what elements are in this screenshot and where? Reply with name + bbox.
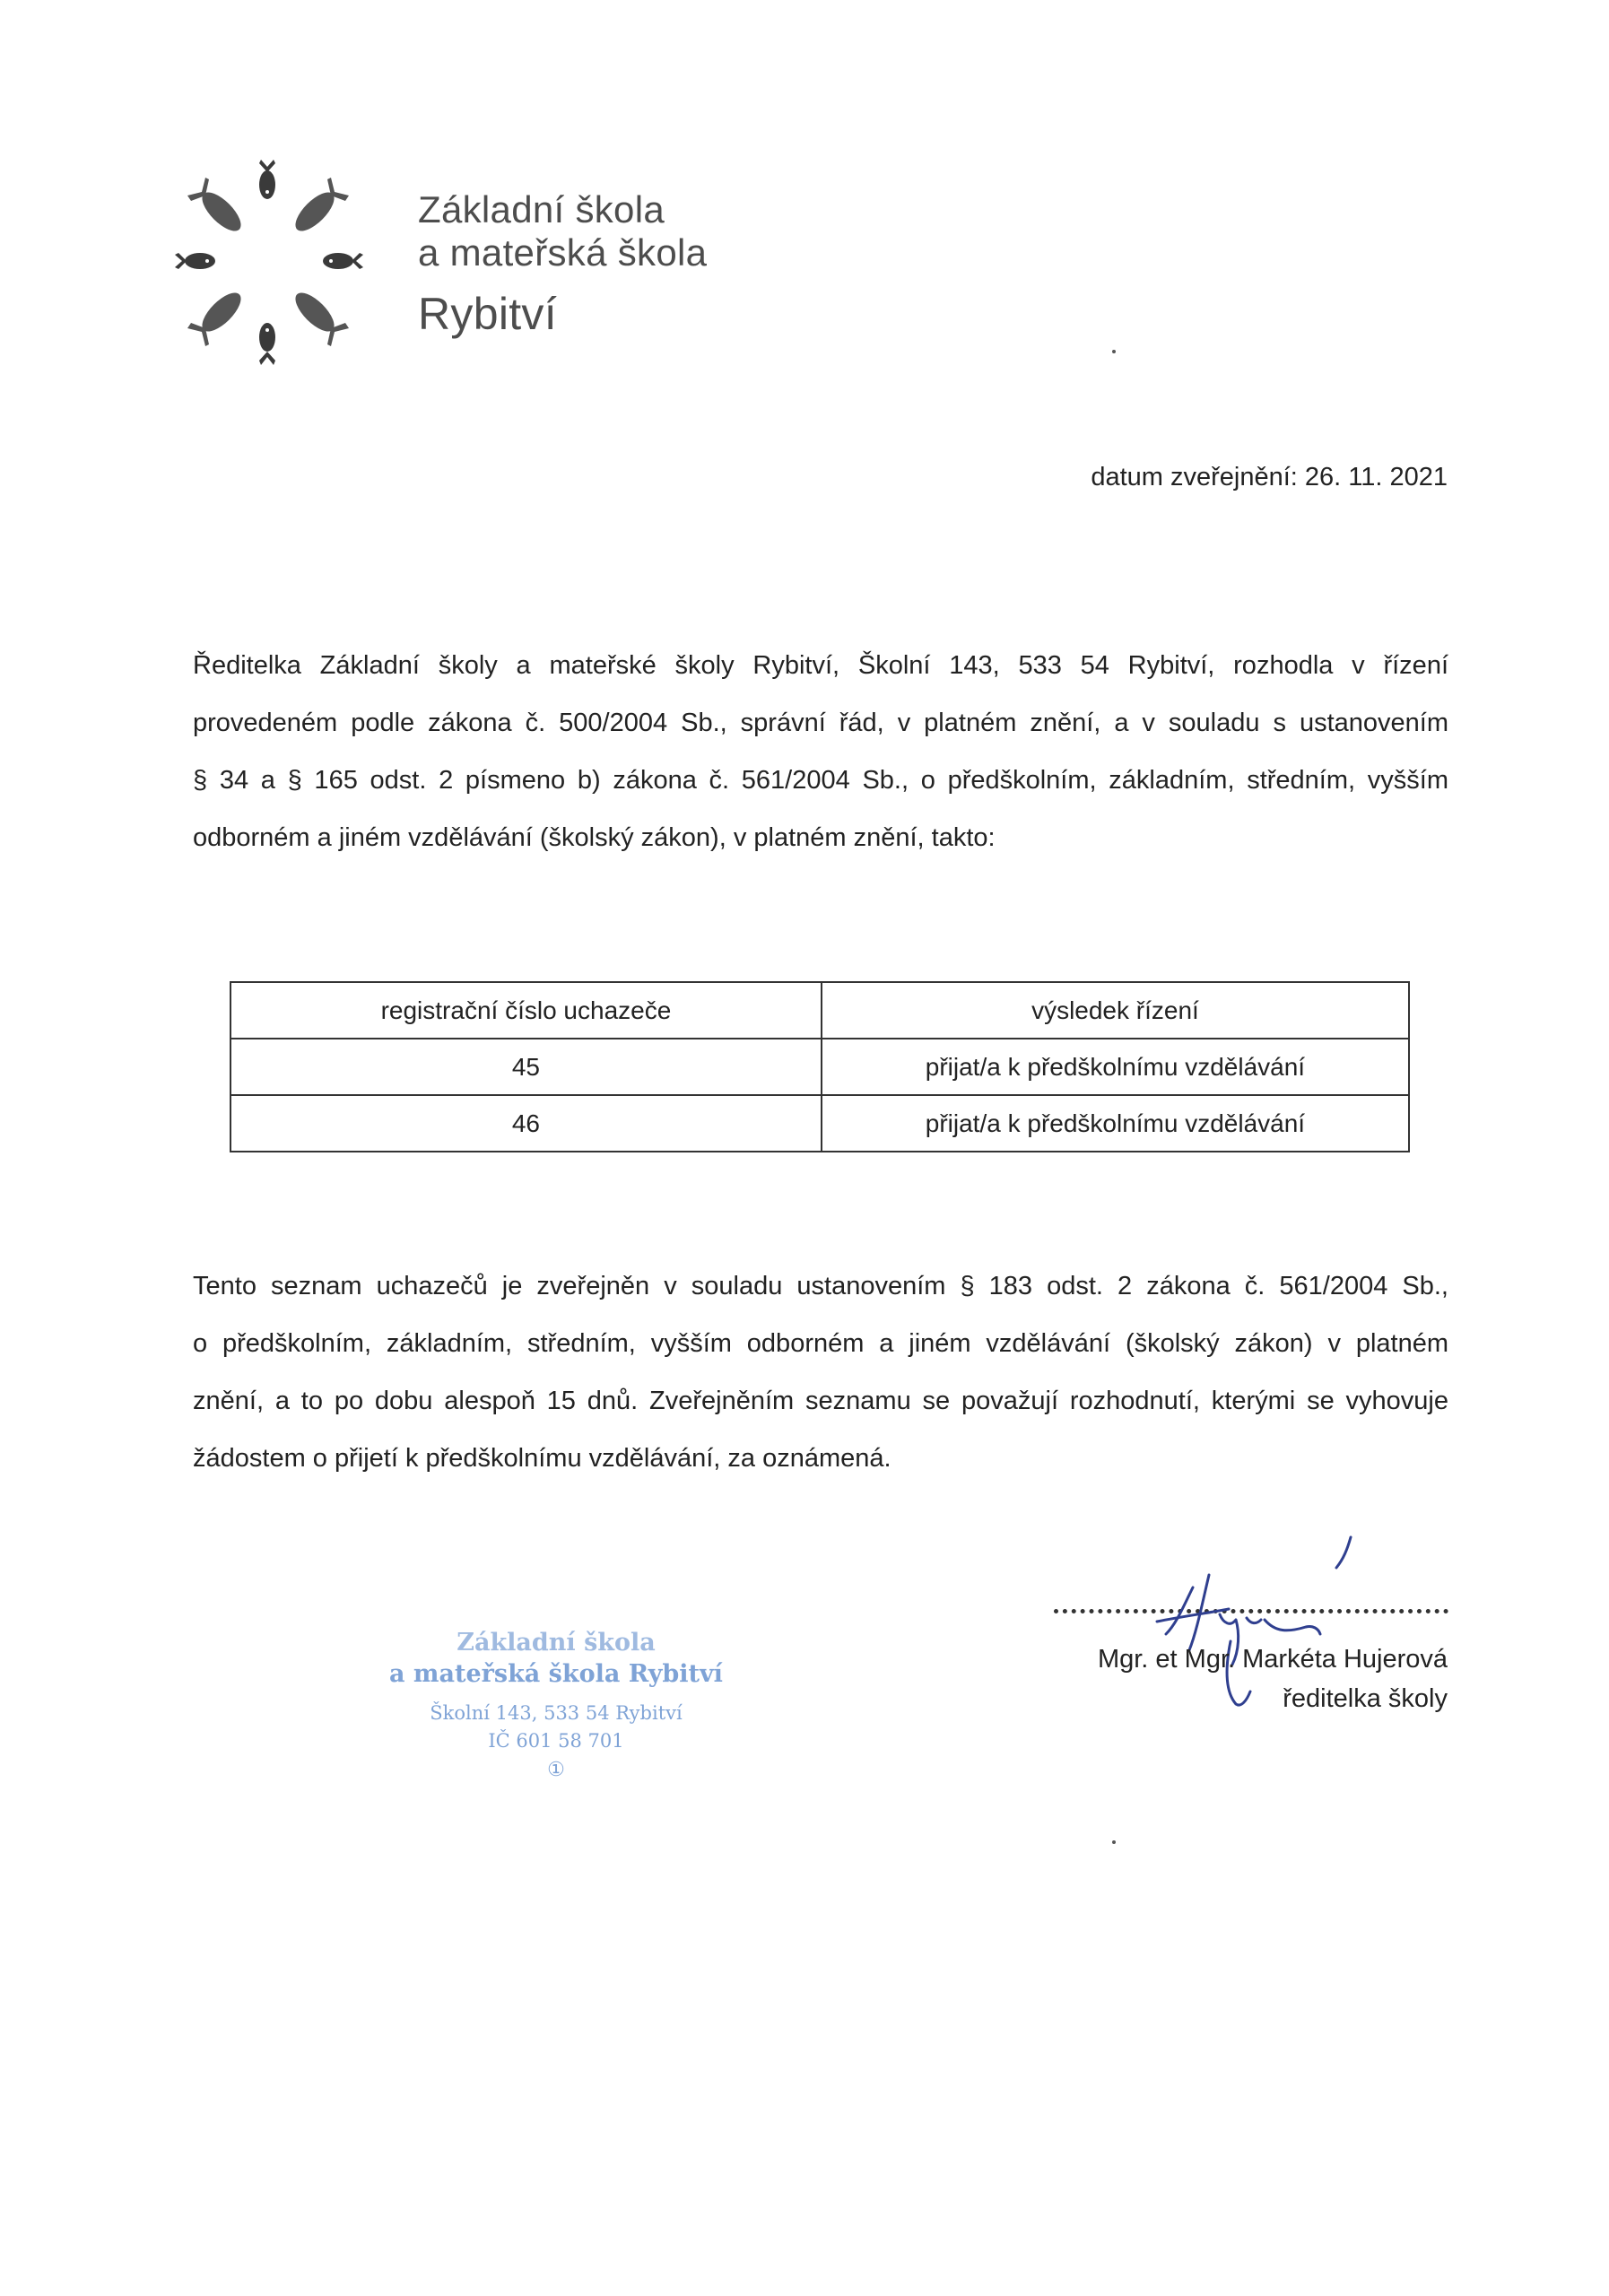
- stamp-address: Školní 143, 533 54 Rybitví: [430, 1702, 683, 1724]
- results-table: [230, 981, 1410, 1152]
- school-name-line3: Rybitví: [418, 289, 557, 339]
- notice-line: o předškolním, základním, středním, vyšším odborném a jiném vzdělávání (školský zákon) v platném: [193, 1329, 1448, 1358]
- school-name-line1: Základní škola: [418, 188, 665, 230]
- school-name-header: [418, 188, 707, 346]
- table-row: [230, 1095, 1409, 1152]
- publication-date: datum zveřejnění: 26. 11. 2021: [1091, 463, 1448, 491]
- registration-number-cell: 46: [230, 1095, 822, 1152]
- registration-number-cell: 45: [230, 1039, 822, 1095]
- stamp-line1: Základní škola: [457, 1629, 656, 1657]
- result-cell: přijat/a k předškolnímu vzdělávání: [822, 1039, 1409, 1095]
- column-header-registration: registrační číslo uchazeče: [230, 982, 822, 1039]
- fish-ring-logo-icon: [175, 160, 363, 366]
- column-header-result: výsledek řízení: [822, 982, 1409, 1039]
- intro-line: § 34 a § 165 odst. 2 písmeno b) zákona č. 561/2004 Sb., o předškolním, základním, středním, vyšším: [193, 766, 1448, 795]
- intro-paragraph: [193, 637, 1448, 866]
- scan-speck: [1112, 1840, 1116, 1844]
- school-stamp: [377, 1628, 735, 1784]
- notice-line: znění, a to po dobu alespoň 15 dnů. Zveřejněním seznamu se považují rozhodnutí, kterými se vyhovuje: [193, 1387, 1448, 1415]
- signatory-block: [1098, 1639, 1448, 1718]
- stamp-number: ①: [547, 1759, 565, 1781]
- signatory-name: Mgr. et Mgr. Markéta Hujerová: [1097, 1645, 1448, 1674]
- stamp-company-id: IČ 601 58 701: [488, 1730, 624, 1752]
- school-name-line2: a mateřská škola: [418, 231, 708, 274]
- scan-speck: [1112, 350, 1116, 353]
- intro-line: Ředitelka Základní školy a mateřské školy Rybitví, Školní 143, 533 54 Rybitví, rozhodla v řízení: [193, 651, 1448, 680]
- stamp-line2: a mateřská škola Rybitví: [389, 1660, 723, 1688]
- intro-line: odborném a jiném vzdělávání (školský zákon), v platném znění, takto:: [193, 823, 996, 852]
- notice-paragraph: [193, 1257, 1448, 1487]
- signatory-role: ředitelka školy: [1283, 1684, 1448, 1713]
- result-cell: přijat/a k předškolnímu vzdělávání: [822, 1095, 1409, 1152]
- notice-line: žádostem o přijetí k předškolnímu vzdělávání, za oznámená.: [193, 1444, 891, 1473]
- table-header-row: [230, 982, 1409, 1039]
- intro-line: provedeném podle zákona č. 500/2004 Sb., správní řád, v platném znění, a v souladu s ustanovením: [193, 709, 1448, 737]
- notice-line: Tento seznam uchazečů je zveřejněn v souladu ustanovením § 183 odst. 2 zákona č. 561/2004 Sb.,: [193, 1272, 1448, 1300]
- table-row: [230, 1039, 1409, 1095]
